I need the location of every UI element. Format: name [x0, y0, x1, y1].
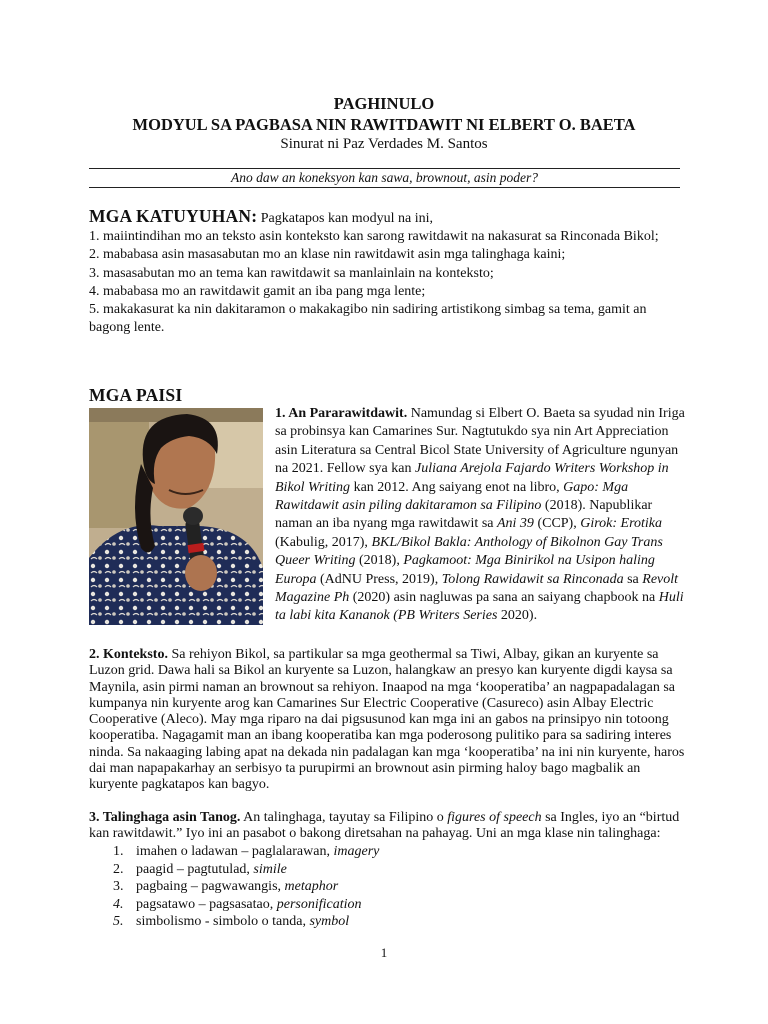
objectives-section — [89, 207, 683, 337]
bio-text: (CCP), — [533, 516, 581, 532]
objective-item: 5. makakasurat ka nin dakitaramon o makakagibo nin sadiring artistikong simbag sa tema, gamit an bagong lente. — [89, 302, 647, 336]
objectives-heading: MGA KATUYUHAN: — [89, 206, 258, 226]
section-figures — [89, 810, 685, 843]
list-term: metaphor — [284, 879, 339, 895]
figures-text: An talinghaga, tayutay sa Filipino o — [240, 810, 448, 825]
list-term: imagery — [333, 844, 380, 859]
guiding-question: Ano daw an koneksyon kan sawa, brownout, asin poder? — [231, 170, 538, 185]
list-text: imahen o ladawan – paglalarawan, — [136, 844, 334, 859]
objective-item: 1. maiintindihan mo an teksto asin konteksto kan sarong rawitdawit na nakasurat sa Rinconada Bikol; — [89, 229, 659, 245]
list-number: 4. — [113, 896, 124, 912]
list-text: pagsatawo – pagsasatao, — [136, 896, 277, 912]
section-label: 2. Konteksto. — [89, 647, 168, 662]
context-text: Sa rehiyon Bikol, sa partikular sa mga geothermal sa Tiwi, Albay, gikan an kuryente sa Luzon grid. Dawa hali sa Bikol an kuryente sa Luzon, halangkaw an presyo kan kuryente digdi kaysa sa Maynila, asin pirmi naman an brownout sa rehiyon. Inaapod na mga ‘kooperatiba’ an nagpapadalagan sa kumpanya nin kuryente arog kan Camarines Sur Electric Cooperative (Casureco) asin Albay Electric Cooperative (Aleco). May mga riparo na dai pigsusunod kan mga ini an gabos na prinsipyo nin totoong kooperatiba. Nagagamit man an ibang kooperatiba kan mga poderosong pulitiko para sa sadiring interes ninda. Sa nakaaging labing apat na dekada nin padalagan kan mga ‘kooperatiba’ na ini nin kuryente, haros dai man napapakarhay an serbisyo ta purupirmi an brownout asin pirming haloy bago magbalik an kuryente pagkatapos kan bagyo. — [89, 647, 685, 793]
section-label: 3. Talinghaga asin Tanog. — [89, 810, 241, 825]
bio-text: (2020) asin nagluwas pa sana an saiyang chapbook na — [349, 590, 659, 606]
author-line: Sinurat ni Paz Verdades M. Santos — [280, 136, 488, 152]
document-title: PAGHINULO — [333, 94, 435, 113]
author-photo — [89, 408, 263, 625]
bio-text: (2018). Napublikar naman an iba nyang mga rawitdawit sa — [275, 498, 653, 532]
list-text: paagid – pagtutulad, — [136, 861, 254, 877]
bio-text: (2018), — [355, 553, 404, 569]
list-term: personification — [276, 896, 362, 912]
page-number: 1 — [380, 945, 388, 960]
paisi-heading: MGA PAISI — [89, 385, 183, 405]
figures-list — [113, 843, 379, 931]
bottom-rule — [89, 187, 680, 188]
figures-italic: figures of speech — [447, 810, 542, 825]
list-item — [113, 913, 379, 931]
list-text: pagbaing – pagwawangis, — [136, 879, 285, 895]
bio-italic: Gapo: Mga Rawitdawit asin piling dakitaramon sa Filipino — [275, 479, 629, 514]
bio-italic: Girok: Erotika — [580, 516, 663, 532]
bio-italic: Revolt Magazine Ph — [275, 571, 679, 606]
author-photo-image — [89, 408, 263, 625]
module-title: MODYUL SA PAGBASA NIN RAWITDAWIT NI ELBERT O. BAETA — [132, 115, 636, 134]
bio-italic: Pagkamoot: Mga Binirikol na Usipon haling Europa — [275, 553, 655, 587]
list-number: 3. — [113, 879, 124, 895]
bio-italic: BKL/Bikol Bakla: Anthology of Bikolnon Gay Trans Queer Writing — [275, 534, 663, 569]
list-item — [113, 843, 379, 861]
section-author-bio — [275, 405, 685, 626]
bio-text: (AdNU Press, 2019), — [316, 571, 442, 587]
list-text: simbolismo - simbolo o tanda, — [136, 914, 310, 930]
objective-item: 4. mababasa mo an rawitdawit gamit an iba pang mga lente; — [89, 283, 426, 299]
list-term: simile — [253, 861, 287, 877]
list-item — [113, 878, 379, 896]
objective-item: 2. mababasa asin masasabutan mo an klase nin rawitdawit asin mga talinghaga kaini; — [89, 247, 566, 263]
objective-item: 3. masasabutan mo an tema kan rawitdawit sa manlainlain na konteksto; — [89, 265, 494, 281]
bio-text: (Kabulig, 2017), — [275, 534, 372, 550]
objectives-intro: Pagkatapos kan modyul na ini, — [257, 211, 433, 226]
bio-text: kan 2012. Ang saiyang enot na libro, — [350, 479, 564, 495]
bio-italic: Ani 39 — [496, 516, 534, 532]
bio-text: Namundag si Elbert O. Baeta sa syudad nin Iriga sa probinsya kan Camarines Sur. Nagtutukdo sya nin Art Appreciation asin Literatura sa Central Bicol State University of Agriculture ngunyan na 2021. Fellow sya kan — [275, 406, 685, 477]
bio-text: sa — [623, 571, 643, 587]
list-item — [113, 861, 379, 879]
list-term: symbol — [309, 914, 350, 930]
list-number: 5. — [113, 914, 124, 930]
bio-text: 2020). — [497, 608, 538, 624]
section-label: 1. An Pararawitdawit. — [275, 406, 408, 421]
bio-italic: Juliana Arejola Fajardo Writers Workshop in Bikol Writing — [275, 461, 669, 495]
bio-italic: Huli ta labi kita Kananok (PB Writers Series — [275, 590, 684, 624]
list-number: 1. — [113, 844, 124, 859]
list-number: 2. — [113, 861, 124, 877]
list-item — [113, 896, 379, 914]
bio-italic: Tolong Rawidawit sa Rinconada — [441, 571, 624, 587]
figures-text: sa Ingles, iyo an “birtud kan rawitdawit.” Iyo ini an pasabot o bakong diretsahan na pahayag. Uni an mga klase nin talinghaga: — [89, 810, 680, 842]
section-context — [89, 647, 685, 794]
